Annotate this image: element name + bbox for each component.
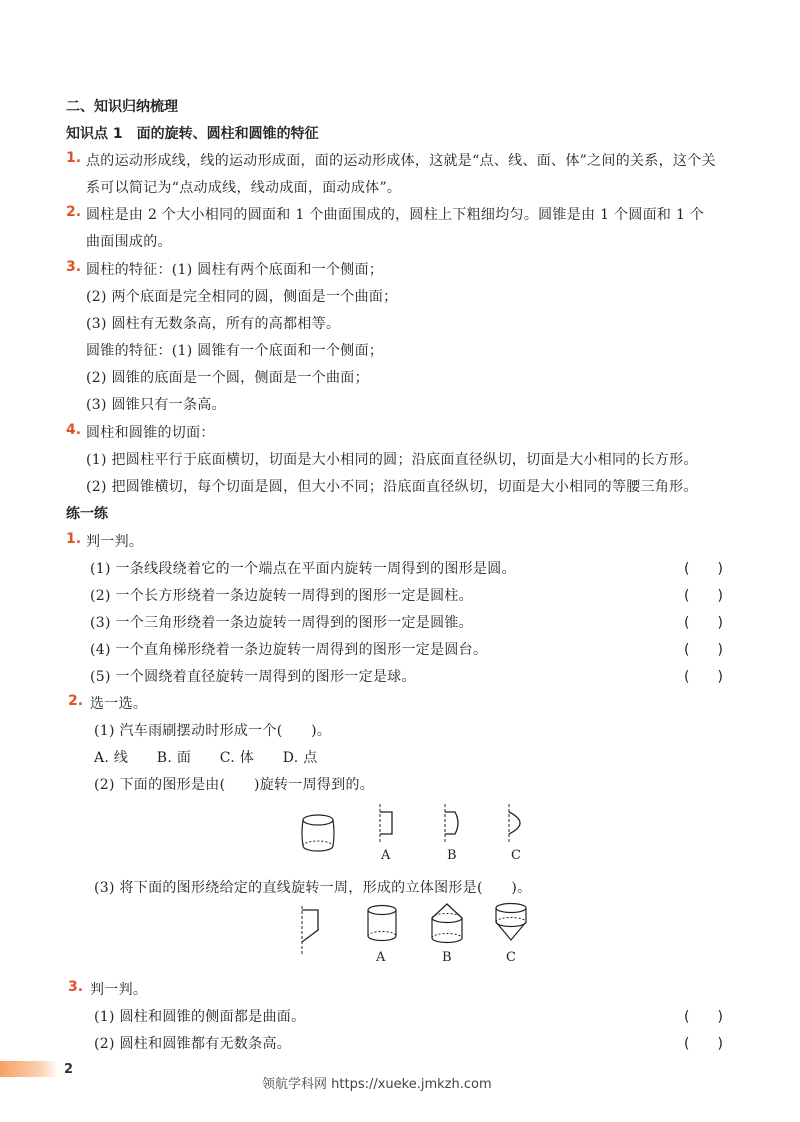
option-b-figure[interactable] (441, 804, 465, 844)
choice-question: (1) 汽车雨刷摆动时形成一个( )。 (94, 723, 332, 739)
option-c-cylinder-cone-figure[interactable] (494, 902, 528, 946)
answer-blank[interactable]: ( ) (684, 669, 723, 685)
plane-shape-figure (298, 906, 324, 956)
kp-item-line: 圆锥的特征：(1) 圆锥有一个底面和一个侧面； (86, 343, 384, 359)
choice-question: (2) 下面的图形是由( )旋转一周得到的。 (94, 777, 375, 793)
question-number: 1. (66, 531, 82, 547)
knowledge-point-title: 知识点 1 面的旋转、圆柱和圆锥的特征 (66, 126, 319, 142)
kp-item-line: 曲面围成的。 (86, 234, 172, 250)
kp-item-line: (3) 圆柱有无数条高，所有的高都相等。 (86, 316, 341, 332)
page-number-bar (0, 1061, 58, 1077)
judge-item: (2) 圆柱和圆锥都有无数条高。 (94, 1036, 292, 1052)
kp-item-number: 2. (66, 204, 82, 220)
option-b-label: B (447, 848, 457, 863)
judge-item: (5) 一个圆绕着直径旋转一周得到的图形一定是球。 (90, 669, 416, 685)
question-number: 2. (68, 693, 84, 709)
kp-item-line: 系可以简记为“点动成线，线动成面，面动成体”。 (86, 180, 402, 196)
answer-blank[interactable]: ( ) (684, 642, 723, 658)
option-a-label: A (381, 848, 391, 863)
question-title: 判一判。 (86, 534, 144, 550)
question-title: 选一选。 (90, 696, 148, 712)
judge-item: (3) 一个三角形绕着一条边旋转一周得到的图形一定是圆锥。 (90, 615, 473, 631)
footer-watermark: 领航学科网 https://xueke.jmkzh.com (262, 1077, 492, 1092)
kp-item-line: 圆柱和圆锥的切面： (86, 425, 215, 441)
kp-item-line: 圆柱是由 2 个大小相同的圆面和 1 个曲面围成的，圆柱上下粗细均匀。圆锥是由 1 个圆面和 1 个 (86, 207, 705, 223)
kp-item-line: (2) 把圆锥横切，每个切面是圆，但大小不同；沿底面直径纵切，切面是大小相同的等腰三角形。 (86, 479, 698, 495)
question-title: 判一判。 (90, 982, 148, 998)
option-b-label: B (442, 950, 452, 965)
judge-item: (4) 一个直角梯形绕着一条边旋转一周得到的图形一定是圆台。 (90, 642, 488, 658)
section-title: 二、知识归纳梳理 (66, 99, 178, 115)
option-c-label: C (506, 950, 516, 965)
kp-item-number: 4. (66, 422, 82, 438)
answer-blank[interactable]: ( ) (684, 588, 723, 604)
answer-blank[interactable]: ( ) (684, 615, 723, 631)
kp-item-number: 3. (66, 259, 82, 275)
option-a-cylinder-figure[interactable] (366, 904, 398, 944)
option-a-label: A (376, 950, 386, 965)
judge-item: (1) 圆柱和圆锥的侧面都是曲面。 (94, 1009, 306, 1025)
kp-item-line: (2) 两个底面是完全相同的圆，侧面是一个曲面； (86, 289, 398, 305)
answer-blank[interactable]: ( ) (684, 1036, 723, 1052)
answer-blank[interactable]: ( ) (684, 1009, 723, 1025)
option-c-label: C (511, 848, 521, 863)
choice-options: A. 线 B. 面 C. 体 D. 点 (94, 750, 318, 766)
judge-item: (1) 一条线段绕着它的一个端点在平面内旋转一周得到的图形是圆。 (90, 561, 516, 577)
barrel-solid-figure (300, 812, 336, 854)
judge-item: (2) 一个长方形绕着一条边旋转一周得到的图形一定是圆柱。 (90, 588, 473, 604)
kp-item-line: (1) 把圆柱平行于底面横切，切面是大小相同的圆；沿底面直径纵切，切面是大小相同的长方形。 (86, 452, 698, 468)
choice-question: (3) 将下面的图形绕给定的直线旋转一周，形成的立体图形是( )。 (94, 880, 532, 896)
option-a-figure[interactable] (376, 804, 400, 844)
kp-item-number: 1. (66, 150, 82, 166)
option-c-figure[interactable] (505, 804, 535, 844)
option-b-cone-cylinder-figure[interactable] (430, 902, 464, 946)
kp-item-line: 点的运动形成线，线的运动形成面，面的运动形成体，这就是“点、线、面、体”之间的关系，这个关 (86, 153, 716, 169)
kp-item-line: (2) 圆锥的底面是一个圆，侧面是一个曲面； (86, 370, 369, 386)
page-number: 2 (64, 1062, 74, 1077)
kp-item-line: 圆柱的特征：(1) 圆柱有两个底面和一个侧面； (86, 262, 384, 278)
question-number: 3. (68, 979, 84, 995)
kp-item-line: (3) 圆锥只有一条高。 (86, 397, 226, 413)
answer-blank[interactable]: ( ) (684, 561, 723, 577)
practice-title: 练一练 (66, 506, 108, 522)
